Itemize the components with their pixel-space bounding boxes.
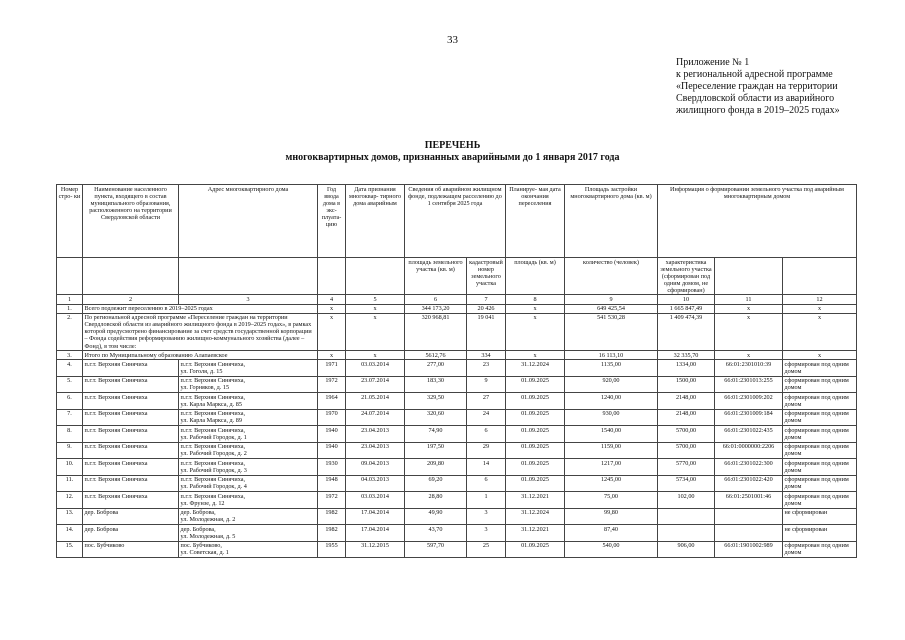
address-line-1: п.г.т. Верхняя Синячиха, bbox=[180, 459, 246, 467]
appendix-line: к региональной адресной программе bbox=[676, 69, 833, 80]
cell-planned-date: 01.09.2025 bbox=[506, 409, 565, 426]
col-header-land-info: Информация о формировании земельного участка под аварийным многоквартирным домом bbox=[658, 185, 857, 258]
cell-planned-date: 31.12.2024 bbox=[506, 360, 565, 377]
col-header-cadastral: кадастровый номер земельного участка bbox=[467, 258, 506, 295]
cell-land-area: 2148,00 bbox=[658, 393, 715, 410]
cell-year: 1955 bbox=[318, 541, 346, 558]
cell-settlement: п.г.т. Верхняя Синячиха bbox=[83, 376, 179, 393]
cell-planned-date: 01.09.2025 bbox=[506, 376, 565, 393]
cell-built-area: 1245,00 bbox=[565, 475, 658, 492]
cell-land-area: 5734,00 bbox=[658, 475, 715, 492]
cell-land-char: сформирован под одним домом bbox=[783, 492, 857, 509]
row-number: 15. bbox=[57, 541, 83, 558]
address-line-1: п.г.т. Верхняя Синячиха, bbox=[180, 360, 246, 368]
cell-address bbox=[179, 508, 318, 525]
cell-cadastral: 66:01:2301013:255 bbox=[715, 376, 783, 393]
cell-settlement: п.г.т. Верхняя Синячиха bbox=[83, 426, 179, 443]
cell-year: 1982 bbox=[318, 508, 346, 525]
cell-land-char: не сформирован bbox=[783, 525, 857, 542]
row-number: 1. bbox=[57, 304, 83, 313]
appendix-line: Свердловской области из аварийного bbox=[676, 93, 835, 104]
cell-area: 320,60 bbox=[405, 409, 467, 426]
cell-people: 23 bbox=[467, 360, 506, 377]
cell-people: 3 bbox=[467, 508, 506, 525]
cell-address bbox=[179, 409, 318, 426]
cell-planned-date: 31.12.2024 bbox=[506, 508, 565, 525]
cell-people: 27 bbox=[467, 393, 506, 410]
cell-area: 74,90 bbox=[405, 426, 467, 443]
cell-area: 43,70 bbox=[405, 525, 467, 542]
column-number: 11 bbox=[715, 295, 783, 304]
cell-land-char: сформирован под одним домом bbox=[783, 459, 857, 476]
cell-built-area: 1240,00 bbox=[565, 393, 658, 410]
cell-cadastral: 66:01:2301022:420 bbox=[715, 475, 783, 492]
cell-date-recognized: 09.04.2013 bbox=[346, 459, 405, 476]
column-number: 5 bbox=[346, 295, 405, 304]
cell-date-recognized: 23.04.2013 bbox=[346, 442, 405, 459]
cell-area: 5612,76 bbox=[405, 351, 467, 360]
cell-planned-date: 01.09.2025 bbox=[506, 442, 565, 459]
cell-settlement: п.г.т. Верхняя Синячиха bbox=[83, 360, 179, 377]
title-line-1: ПЕРЕЧЕНЬ bbox=[424, 140, 481, 151]
summary-row bbox=[57, 313, 857, 350]
cell-year: 1940 bbox=[318, 442, 346, 459]
address-line-1: п.г.т. Верхняя Синячиха, bbox=[180, 377, 246, 385]
cell-date-recognized: 21.05.2014 bbox=[346, 393, 405, 410]
cell-planned-date: x bbox=[506, 313, 565, 350]
row-number: 11. bbox=[57, 475, 83, 492]
cell-people: 20 426 bbox=[467, 304, 506, 313]
cell-area: 183,30 bbox=[405, 376, 467, 393]
cell-address bbox=[179, 442, 318, 459]
cell-planned-date: 01.09.2025 bbox=[506, 541, 565, 558]
cell-address bbox=[179, 541, 318, 558]
column-number: 3 bbox=[179, 295, 318, 304]
row-number: 2. bbox=[57, 313, 83, 350]
cell-date-recognized: x bbox=[346, 304, 405, 313]
cell-area: 329,50 bbox=[405, 393, 467, 410]
document-title bbox=[0, 140, 905, 164]
cell-planned-date: 01.09.2025 bbox=[506, 393, 565, 410]
cell-land-char: сформирован под одним домом bbox=[783, 360, 857, 377]
address-line-1: дер. Боброва, bbox=[180, 525, 216, 533]
cell-land-area: 1 665 847,49 bbox=[658, 304, 715, 313]
summary-label: Итого по Муниципальному образованию Алапаевское bbox=[83, 351, 318, 360]
cell-address bbox=[179, 393, 318, 410]
col-header-settlement: Наименование населенного пункта, входящего в состав муниципального образования, расположенного на территории Свердловской области bbox=[83, 185, 179, 258]
cell-cadastral: x bbox=[715, 313, 783, 350]
cell-area: 209,80 bbox=[405, 459, 467, 476]
address-line-1: п.г.т. Верхняя Синячиха, bbox=[180, 426, 246, 434]
row-number: 3. bbox=[57, 351, 83, 360]
cell-settlement: п.г.т. Верхняя Синячиха bbox=[83, 475, 179, 492]
cell-built-area: 75,00 bbox=[565, 492, 658, 509]
cell-date-recognized: 03.03.2014 bbox=[346, 360, 405, 377]
cell-cadastral: 66:01:2301010:39 bbox=[715, 360, 783, 377]
summary-label: По региональной адресной программе «Переселение граждан на территории Свердловской области из аварийного жилищного фонда в 2019–2025 годах», в рамках которой предусмотрено финансирование за счет средств государственной корпорации – Фонда содействия реформированию жилищно-коммунального хозяйства (далее – Фонд), в том числе: bbox=[83, 313, 318, 350]
address-line-2: ул. Гоголя, д. 15 bbox=[180, 367, 223, 375]
cell-cadastral bbox=[715, 508, 783, 525]
cell-built-area: 1217,00 bbox=[565, 459, 658, 476]
column-number: 8 bbox=[506, 295, 565, 304]
cell-settlement: п.г.т. Верхняя Синячиха bbox=[83, 409, 179, 426]
cell-settlement: дер. Боброва bbox=[83, 508, 179, 525]
row-number: 12. bbox=[57, 492, 83, 509]
cell-land-area: 906,00 bbox=[658, 541, 715, 558]
column-number: 12 bbox=[783, 295, 857, 304]
cell-area: 277,00 bbox=[405, 360, 467, 377]
cell-area: 320 968,81 bbox=[405, 313, 467, 350]
cell-cadastral: 66:01:2501001:46 bbox=[715, 492, 783, 509]
cell-year: x bbox=[318, 351, 346, 360]
cell-people: 3 bbox=[467, 525, 506, 542]
cell-people: 9 bbox=[467, 376, 506, 393]
cell-people: 19 041 bbox=[467, 313, 506, 350]
table-row bbox=[57, 525, 857, 542]
cell-people: 6 bbox=[467, 426, 506, 443]
cell-people: 1 bbox=[467, 492, 506, 509]
address-line-2: ул. Карла Маркса, д. 85 bbox=[180, 400, 242, 408]
summary-label: Всего подлежит переселению в 2019–2025 годах bbox=[83, 304, 318, 313]
appendix-note bbox=[676, 57, 840, 117]
cell-date-recognized: 23.07.2014 bbox=[346, 376, 405, 393]
cell-cadastral: 66:01:2301009:202 bbox=[715, 393, 783, 410]
cell-built-area: 930,00 bbox=[565, 409, 658, 426]
cell-cadastral: 66:01:2301022:435 bbox=[715, 426, 783, 443]
table-row bbox=[57, 426, 857, 443]
table-row bbox=[57, 508, 857, 525]
cell-cadastral: x bbox=[715, 304, 783, 313]
cell-land-area: 1334,00 bbox=[658, 360, 715, 377]
column-number: 10 bbox=[658, 295, 715, 304]
col-header-address: Адрес многоквартирного дома bbox=[179, 185, 318, 258]
cell-year: 1972 bbox=[318, 376, 346, 393]
cell-date-recognized: 31.12.2015 bbox=[346, 541, 405, 558]
cell-year: x bbox=[318, 304, 346, 313]
cell-land-char: сформирован под одним домом bbox=[783, 376, 857, 393]
cell-year: 1971 bbox=[318, 360, 346, 377]
column-number: 2 bbox=[83, 295, 179, 304]
cell-land-area: 2148,00 bbox=[658, 409, 715, 426]
row-number: 7. bbox=[57, 409, 83, 426]
cell-cadastral: 66:01:2301022:300 bbox=[715, 459, 783, 476]
cell-people: 29 bbox=[467, 442, 506, 459]
cell-built-area: 1159,00 bbox=[565, 442, 658, 459]
address-line-2: ул. Рабочий Городок, д. 1 bbox=[180, 433, 247, 441]
table-row bbox=[57, 541, 857, 558]
cell-date-recognized: 24.07.2014 bbox=[346, 409, 405, 426]
cell-built-area: 99,80 bbox=[565, 508, 658, 525]
address-line-1: дер. Боброва, bbox=[180, 509, 216, 517]
cell-planned-date: 01.09.2025 bbox=[506, 475, 565, 492]
cell-land-area: 32 335,70 bbox=[658, 351, 715, 360]
col-header-area: площадь (кв. м) bbox=[506, 258, 565, 295]
col-header-land-area: площадь земельного участка (кв. м) bbox=[405, 258, 467, 295]
col-header-people: количество (человек) bbox=[565, 258, 658, 295]
cell-planned-date: x bbox=[506, 304, 565, 313]
cell-land-area bbox=[658, 525, 715, 542]
table-row bbox=[57, 409, 857, 426]
title-line-2: многоквартирных домов, признанных аварийными до 1 января 2017 года bbox=[285, 152, 620, 163]
cell-address bbox=[179, 360, 318, 377]
cell-date-recognized: 17.04.2014 bbox=[346, 525, 405, 542]
cell-cadastral bbox=[715, 525, 783, 542]
address-line-2: ул. Рабочий Городок, д. 3 bbox=[180, 466, 247, 474]
cell-settlement: пос. Бубчиково bbox=[83, 541, 179, 558]
row-number: 6. bbox=[57, 393, 83, 410]
cell-address bbox=[179, 376, 318, 393]
address-line-2: ул. Рабочий Городок, д. 4 bbox=[180, 483, 247, 491]
cell-built-area: 920,00 bbox=[565, 376, 658, 393]
cell-address bbox=[179, 492, 318, 509]
cell-year: 1940 bbox=[318, 426, 346, 443]
cell-year: 1972 bbox=[318, 492, 346, 509]
row-number: 9. bbox=[57, 442, 83, 459]
cell-cadastral: 66:01:2301009:184 bbox=[715, 409, 783, 426]
column-number: 1 bbox=[57, 295, 83, 304]
appendix-line: Приложение № 1 bbox=[676, 57, 750, 68]
address-line-1: п.г.т. Верхняя Синячиха, bbox=[180, 443, 246, 451]
cell-land-area: 102,00 bbox=[658, 492, 715, 509]
col-header-planned-date: Планируе- мая дата окончания переселения bbox=[506, 185, 565, 258]
address-line-2: ул. Фрунзе, д. 12 bbox=[180, 499, 225, 507]
cell-people: 6 bbox=[467, 475, 506, 492]
cell-land-area: 5770,00 bbox=[658, 459, 715, 476]
address-line-2: ул. Молодежная, д. 2 bbox=[180, 516, 236, 524]
cell-planned-date: 01.09.2025 bbox=[506, 459, 565, 476]
cell-land-char: сформирован под одним домом bbox=[783, 393, 857, 410]
cell-land-char: сформирован под одним домом bbox=[783, 541, 857, 558]
appendix-line: «Переселение граждан на территории bbox=[676, 81, 838, 92]
column-number: 6 bbox=[405, 295, 467, 304]
row-number: 4. bbox=[57, 360, 83, 377]
table-row bbox=[57, 459, 857, 476]
cell-built-area: 541 530,28 bbox=[565, 313, 658, 350]
cell-area: 28,80 bbox=[405, 492, 467, 509]
cell-address bbox=[179, 459, 318, 476]
cell-planned-date: 31.12.2021 bbox=[506, 525, 565, 542]
cell-date-recognized: 17.04.2014 bbox=[346, 508, 405, 525]
appendix-line: жилищного фонда в 2019–2025 годах» bbox=[676, 105, 840, 116]
cell-built-area: 1540,00 bbox=[565, 426, 658, 443]
cell-settlement: п.г.т. Верхняя Синячиха bbox=[83, 459, 179, 476]
row-number: 10. bbox=[57, 459, 83, 476]
cell-year: 1982 bbox=[318, 525, 346, 542]
col-header-built-area: Площадь застройки многоквартирного дома (кв. м) bbox=[565, 185, 658, 258]
cell-built-area: 1135,00 bbox=[565, 360, 658, 377]
cell-built-area: 16 113,10 bbox=[565, 351, 658, 360]
cell-settlement: п.г.т. Верхняя Синячиха bbox=[83, 393, 179, 410]
cell-land-char: x bbox=[783, 313, 857, 350]
col-header-land-char: характеристика земельного участка (сформирован под одним домом, не сформирован) bbox=[658, 258, 715, 295]
cell-land-char: сформирован под одним домом bbox=[783, 475, 857, 492]
cell-land-char: сформирован под одним домом bbox=[783, 409, 857, 426]
cell-people: 25 bbox=[467, 541, 506, 558]
address-line-1: п.г.т. Верхняя Синячиха, bbox=[180, 492, 246, 500]
cell-area: 197,50 bbox=[405, 442, 467, 459]
summary-row bbox=[57, 351, 857, 360]
cell-settlement: п.г.т. Верхняя Синячиха bbox=[83, 492, 179, 509]
cell-year: 1930 bbox=[318, 459, 346, 476]
page-number: 33 bbox=[447, 34, 458, 46]
cell-year: x bbox=[318, 313, 346, 350]
cell-area: 597,70 bbox=[405, 541, 467, 558]
address-line-2: ул. Горняков, д. 15 bbox=[180, 384, 230, 392]
col-header-emergency-info: Сведения об аварийном жилищном фонде, подлежащем расселению до 1 сентября 2025 года bbox=[405, 185, 506, 258]
cell-address bbox=[179, 525, 318, 542]
cell-area: 69,20 bbox=[405, 475, 467, 492]
column-number: 9 bbox=[565, 295, 658, 304]
cell-cadastral: 66:01:1901002:989 bbox=[715, 541, 783, 558]
cell-people: 24 bbox=[467, 409, 506, 426]
table-row bbox=[57, 360, 857, 377]
table-row bbox=[57, 475, 857, 492]
cell-address bbox=[179, 475, 318, 492]
col-header-year: Год ввода дома в экс- плуата- цию bbox=[318, 185, 346, 258]
cell-land-area: 1 409 474,39 bbox=[658, 313, 715, 350]
cell-built-area: 649 425,54 bbox=[565, 304, 658, 313]
cell-planned-date: 31.12.2021 bbox=[506, 492, 565, 509]
cell-planned-date: x bbox=[506, 351, 565, 360]
cell-date-recognized: 03.03.2014 bbox=[346, 492, 405, 509]
column-number-row bbox=[57, 295, 857, 304]
cell-area: 344 173,20 bbox=[405, 304, 467, 313]
cell-people: 334 bbox=[467, 351, 506, 360]
table-row bbox=[57, 376, 857, 393]
cell-date-recognized: x bbox=[346, 351, 405, 360]
address-line-2: ул. Карла Маркса, д. 89 bbox=[180, 417, 242, 425]
column-number: 4 bbox=[318, 295, 346, 304]
cell-planned-date: 01.09.2025 bbox=[506, 426, 565, 443]
cell-land-char: сформирован под одним домом bbox=[783, 442, 857, 459]
cell-address bbox=[179, 426, 318, 443]
cell-cadastral: 66:01:0000000:2206 bbox=[715, 442, 783, 459]
table-row bbox=[57, 393, 857, 410]
cell-land-area: 5700,00 bbox=[658, 442, 715, 459]
address-line-2: ул. Советская, д. 1 bbox=[180, 549, 229, 557]
cell-date-recognized: 04.03.2013 bbox=[346, 475, 405, 492]
cell-built-area: 87,40 bbox=[565, 525, 658, 542]
cell-year: 1964 bbox=[318, 393, 346, 410]
cell-land-area bbox=[658, 508, 715, 525]
column-number: 7 bbox=[467, 295, 506, 304]
cell-people: 14 bbox=[467, 459, 506, 476]
cell-built-area: 540,00 bbox=[565, 541, 658, 558]
cell-settlement: п.г.т. Верхняя Синячиха bbox=[83, 442, 179, 459]
row-number: 8. bbox=[57, 426, 83, 443]
row-number: 14. bbox=[57, 525, 83, 542]
summary-row bbox=[57, 304, 857, 313]
cell-area: 49,90 bbox=[405, 508, 467, 525]
address-line-1: п.г.т. Верхняя Синячиха, bbox=[180, 476, 246, 484]
cell-date-recognized: x bbox=[346, 313, 405, 350]
address-line-2: ул. Рабочий Городок, д. 2 bbox=[180, 450, 247, 458]
cell-land-area: 5700,00 bbox=[658, 426, 715, 443]
cell-land-char: не сформирован bbox=[783, 508, 857, 525]
row-number: 13. bbox=[57, 508, 83, 525]
cell-year: 1948 bbox=[318, 475, 346, 492]
cell-land-char: x bbox=[783, 304, 857, 313]
address-line-1: п.г.т. Верхняя Синячиха, bbox=[180, 410, 246, 418]
cell-land-area: 1500,00 bbox=[658, 376, 715, 393]
table-row bbox=[57, 492, 857, 509]
address-line-2: ул. Молодежная, д. 5 bbox=[180, 532, 236, 540]
cell-land-char: x bbox=[783, 351, 857, 360]
cell-settlement: дер. Боброва bbox=[83, 525, 179, 542]
table-row bbox=[57, 442, 857, 459]
cell-year: 1970 bbox=[318, 409, 346, 426]
col-header-date-recognized: Дата признания многоквар- тирного дома аварийным bbox=[346, 185, 405, 258]
cell-land-char: сформирован под одним домом bbox=[783, 426, 857, 443]
cell-cadastral: x bbox=[715, 351, 783, 360]
row-number: 5. bbox=[57, 376, 83, 393]
cell-date-recognized: 23.04.2013 bbox=[346, 426, 405, 443]
address-line-1: пос. Бубчиково, bbox=[180, 542, 222, 550]
emergency-housing-table bbox=[56, 184, 857, 558]
address-line-1: п.г.т. Верхняя Синячиха, bbox=[180, 393, 246, 401]
col-header-number: Номер стро- ки bbox=[57, 185, 83, 258]
